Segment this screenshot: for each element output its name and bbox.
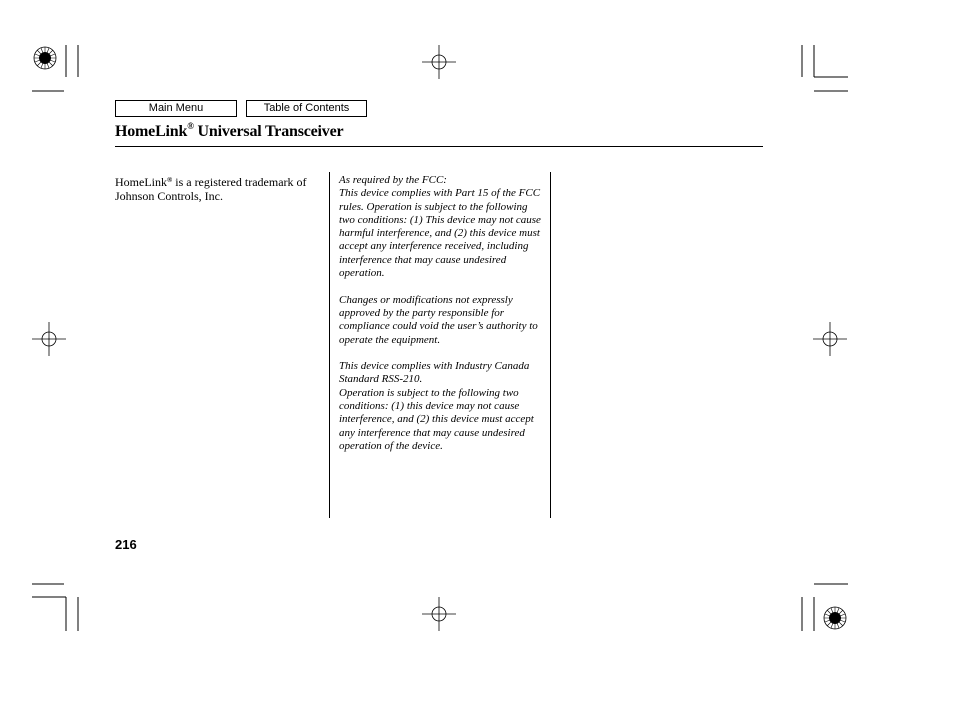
page-number: 216 (115, 537, 137, 552)
canada-heading: This device complies with Industry Canada Standard RSS-210. (339, 360, 530, 386)
regulatory-notes (339, 174, 545, 467)
trademark-note (115, 174, 325, 203)
starburst-target-bottom-right (824, 607, 846, 629)
column-divider-right (550, 172, 551, 518)
industry-canada-notice (339, 360, 545, 453)
title-text: HomeLink (115, 123, 188, 140)
table-of-contents-button[interactable]: Table of Contents (246, 100, 367, 117)
fcc-notice (339, 174, 545, 280)
page-title (115, 121, 343, 141)
trademark-name: HomeLink (115, 175, 167, 189)
column-divider-left (329, 172, 330, 518)
fcc-heading: As required by the FCC: (339, 174, 447, 186)
registration-mark-right (813, 322, 847, 356)
registration-mark-top (422, 45, 456, 79)
title-rule (115, 146, 763, 147)
fcc-body: This device complies with Part 15 of the FCC rules. Operation is subject to the following two conditions: (1) This device may not cause harmful interference, and (2) this device must accept any interference received, including interference that may cause undesired operation. (339, 187, 541, 280)
registration-mark-left (32, 322, 66, 356)
registration-mark-bottom (422, 597, 456, 631)
modifications-notice: Changes or modifications not expressly approved by the party responsible for compliance could void the user’s authority to operate the equipment. (339, 293, 538, 346)
title-text-rest: Universal Transceiver (193, 123, 344, 140)
trademark-text: is a registered trademark of Johnson Controls, Inc. (115, 175, 307, 203)
trademark-registered-mark: ® (167, 176, 173, 184)
main-menu-button[interactable]: Main Menu (115, 100, 237, 117)
starburst-target-top-left (34, 47, 56, 69)
canada-body: Operation is subject to the following two conditions: (1) this device may not cause interference, and (2) this device must accept any interference that may cause undesired operation of the device. (339, 386, 534, 452)
registered-mark: ® (187, 121, 194, 131)
